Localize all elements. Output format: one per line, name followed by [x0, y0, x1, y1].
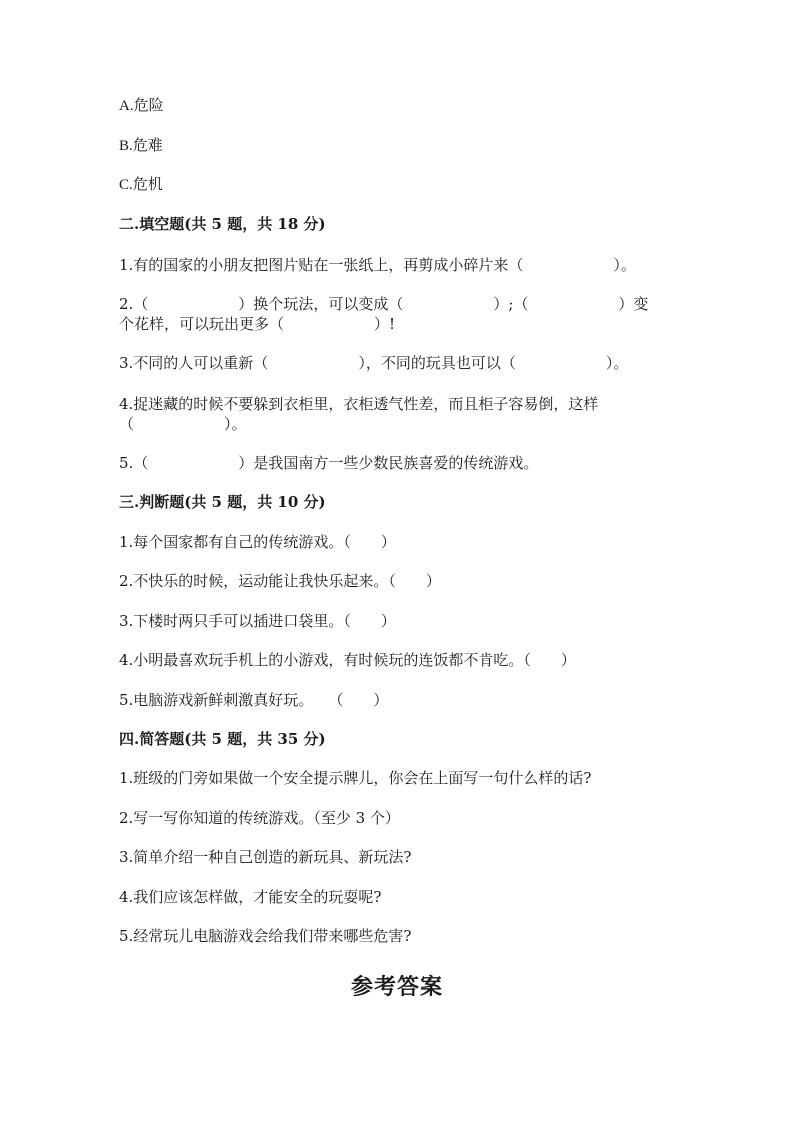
fill-blank-q2-line1: 2.（ ）换个玩法，可以变成（ ）;（ ）变 [119, 295, 649, 313]
fill-blank-q2-line2: 个花样，可以玩出更多（ ）! [119, 315, 396, 333]
fill-blank-q3: 3.不同的人可以重新（ ），不同的玩具也可以（ ）。 [119, 354, 629, 372]
short-answer-heading: 四.简答题(共 5 题，共 35 分) [119, 730, 326, 748]
fill-blank-q4-line2: （ ）。 [119, 415, 247, 433]
option-a: A.危险 [119, 98, 164, 114]
true-false-q1: 1.每个国家都有自己的传统游戏。（ ） [119, 533, 396, 551]
true-false-q3: 3.下楼时两只手可以插进口袋里。（ ） [119, 612, 396, 630]
short-answer-q5: 5.经常玩儿电脑游戏会给我们带来哪些危害? [119, 927, 412, 945]
true-false-q2: 2.不快乐的时候，运动能让我快乐起来。（ ） [119, 572, 441, 590]
fill-blank-q1: 1.有的国家的小朋友把图片贴在一张纸上，再剪成小碎片来（ ）。 [119, 256, 636, 274]
short-answer-q3: 3.简单介绍一种自己创造的新玩具、新玩法? [119, 848, 412, 866]
fill-blank-q5: 5.（ ）是我国南方一些少数民族喜爱的传统游戏。 [119, 454, 539, 472]
true-false-q4: 4.小明最喜欢玩手机上的小游戏，有时候玩的连饭都不肯吃。（ ） [119, 651, 576, 669]
option-b: B.危难 [119, 138, 163, 154]
short-answer-q2: 2.写一写你知道的传统游戏。（至少 3 个） [119, 809, 400, 827]
answer-key-title: 参考答案 [350, 974, 443, 1000]
fill-blank-heading: 二.填空题(共 5 题，共 18 分) [119, 215, 326, 233]
option-c: C.危机 [119, 177, 163, 193]
short-answer-q1: 1.班级的门旁如果做一个安全提示牌儿，你会在上面写一句什么样的话? [119, 769, 592, 787]
true-false-q5: 5.电脑游戏新鲜刺激真好玩。 （ ） [119, 691, 389, 709]
fill-blank-q4-line1: 4.捉迷藏的时候不要躲到衣柜里，衣柜透气性差，而且柜子容易倒，这样 [119, 395, 599, 413]
short-answer-q4: 4.我们应该怎样做，才能安全的玩耍呢? [119, 888, 382, 906]
true-false-heading: 三.判断题(共 5 题，共 10 分) [119, 493, 326, 511]
